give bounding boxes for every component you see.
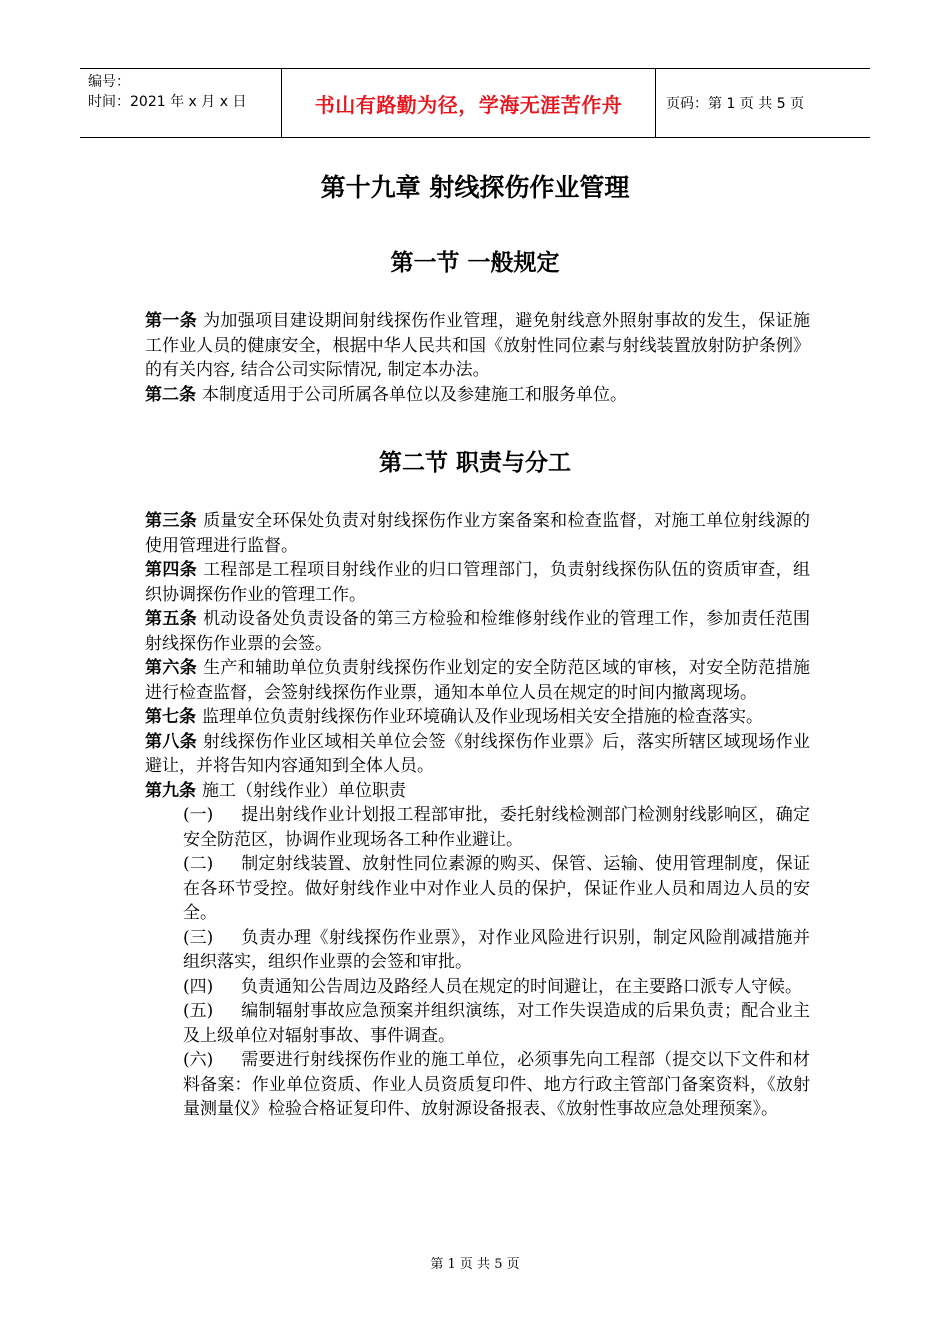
header-meta [80, 69, 282, 137]
header-page-info [656, 69, 870, 137]
duty-item-3 [145, 926, 810, 975]
item-text: 需要进行射线探伤作业的施工单位，必须事先向工程部（提交以下文件和材料备案：作业单位资质、作业人员资质复印件、地方行政主管部门备案资料，《放射量测量仪》检验合格证复印件、放射源设备报表、《放射性事故应急处理预案》。 [183, 1050, 810, 1119]
article-9 [145, 779, 810, 804]
article-label: 第八条 [145, 731, 198, 752]
article-text: 机动设备处负责设备的第三方检验和检维修射线作业的管理工作，参加责任范围射线探伤作业票的会签。 [145, 609, 811, 654]
section2-heading: 第二节 职责与分工 [378, 450, 571, 476]
article-3 [145, 509, 810, 558]
item-number: (四) [183, 976, 214, 997]
article-text: 施工（射线作业）单位职责 [202, 780, 406, 801]
article-5 [145, 607, 810, 656]
number-label: 编号： [88, 74, 130, 90]
duty-item-1 [145, 803, 810, 852]
item-number: (一) [183, 805, 214, 825]
item-number: (二) [183, 854, 214, 874]
article-label: 第一条 [145, 311, 198, 331]
article-label: 第三条 [145, 511, 198, 531]
article-4 [145, 558, 810, 607]
item-number: (三) [183, 927, 214, 948]
time-label: 时间：2021 年 x 月 x 日 [88, 94, 247, 110]
page-footer: 第 1 页 共 5 页 [430, 1257, 520, 1272]
article-label: 第五条 [145, 609, 198, 629]
article-6 [145, 656, 810, 705]
article-text: 监理单位负责射线探伤作业环境确认及作业现场相关安全措施的检查落实。 [202, 707, 763, 727]
article-label: 第九条 [145, 780, 196, 801]
article-text: 生产和辅助单位负责射线探伤作业划定的安全防范区域的审核，对安全防范措施进行检查监督，会签射线探伤作业票，通知本单位人员在规定的时间内撤离现场。 [145, 658, 811, 703]
article-text: 本制度适用于公司所属各单位以及参建施工和服务单位。 [202, 384, 627, 405]
article-label: 第四条 [145, 560, 198, 580]
section1-heading: 第一节 一般规定 [390, 250, 560, 276]
article-label: 第二条 [145, 384, 196, 405]
item-text: 提出射线作业计划报工程部审批，委托射线检测部门检测射线影响区，确定安全防范区，协调作业现场各工种作业避让。 [183, 805, 810, 850]
article-1 [145, 309, 810, 383]
item-text: 制定射线装置、放射性同位素源的购买、保管、运输、使用管理制度，保证在各环节受控。做好射线作业中对作业人员的保护，保证作业人员和周边人员的安全。 [183, 854, 810, 923]
motto-text: 书山有路勤为径，学海无涯苦作舟 [314, 92, 623, 117]
article-8 [145, 730, 810, 779]
article-label: 第六条 [145, 658, 198, 678]
duty-item-6 [145, 1048, 810, 1122]
duty-item-5 [145, 999, 810, 1048]
article-text: 工程部是工程项目射线作业的归口管理部门，负责射线探伤队伍的资质审查，组织协调探伤作业的管理工作。 [145, 560, 811, 605]
duty-item-2 [145, 852, 810, 926]
item-text: 负责办理《射线探伤作业票》，对作业风险进行识别，制定风险削减措施并组织落实，组织作业票的会签和审批。 [183, 927, 810, 972]
duty-item-4 [145, 975, 810, 1000]
item-number: (五) [183, 1001, 214, 1021]
page-header [80, 68, 870, 138]
article-7 [145, 705, 810, 730]
article-2 [145, 383, 810, 408]
item-number: (六) [183, 1050, 214, 1070]
header-motto-cell [282, 69, 656, 137]
chapter-title: 第十九章 射线探伤作业管理 [320, 173, 630, 202]
section2-body [145, 509, 810, 1122]
page-info-text: 页码：第 1 页 共 5 页 [666, 96, 805, 112]
article-text: 质量安全环保处负责对射线探伤作业方案备案和检查监督，对施工单位射线源的使用管理进行监督。 [145, 511, 811, 556]
section1-body [145, 309, 810, 407]
article-text: 为加强项目建设期间射线探伤作业管理，避免射线意外照射事故的发生，保证施工作业人员的健康安全，根据中华人民共和国《放射性同位素与射线装置放射防护条例》的有关内容, 结合公司实际情况, 制定本办法。 [145, 311, 811, 380]
article-text: 射线探伤作业区域相关单位会签《射线探伤作业票》后，落实所辖区域现场作业避让，并将告知内容通知到全体人员。 [145, 731, 811, 776]
item-text: 负责通知公告周边及路经人员在规定的时间避让，在主要路口派专人守候。 [241, 976, 802, 997]
article-label: 第七条 [145, 707, 196, 727]
item-text: 编制辐射事故应急预案并组织演练，对工作失误造成的后果负责；配合业主及上级单位对辐射事故、事件调查。 [183, 1001, 810, 1046]
